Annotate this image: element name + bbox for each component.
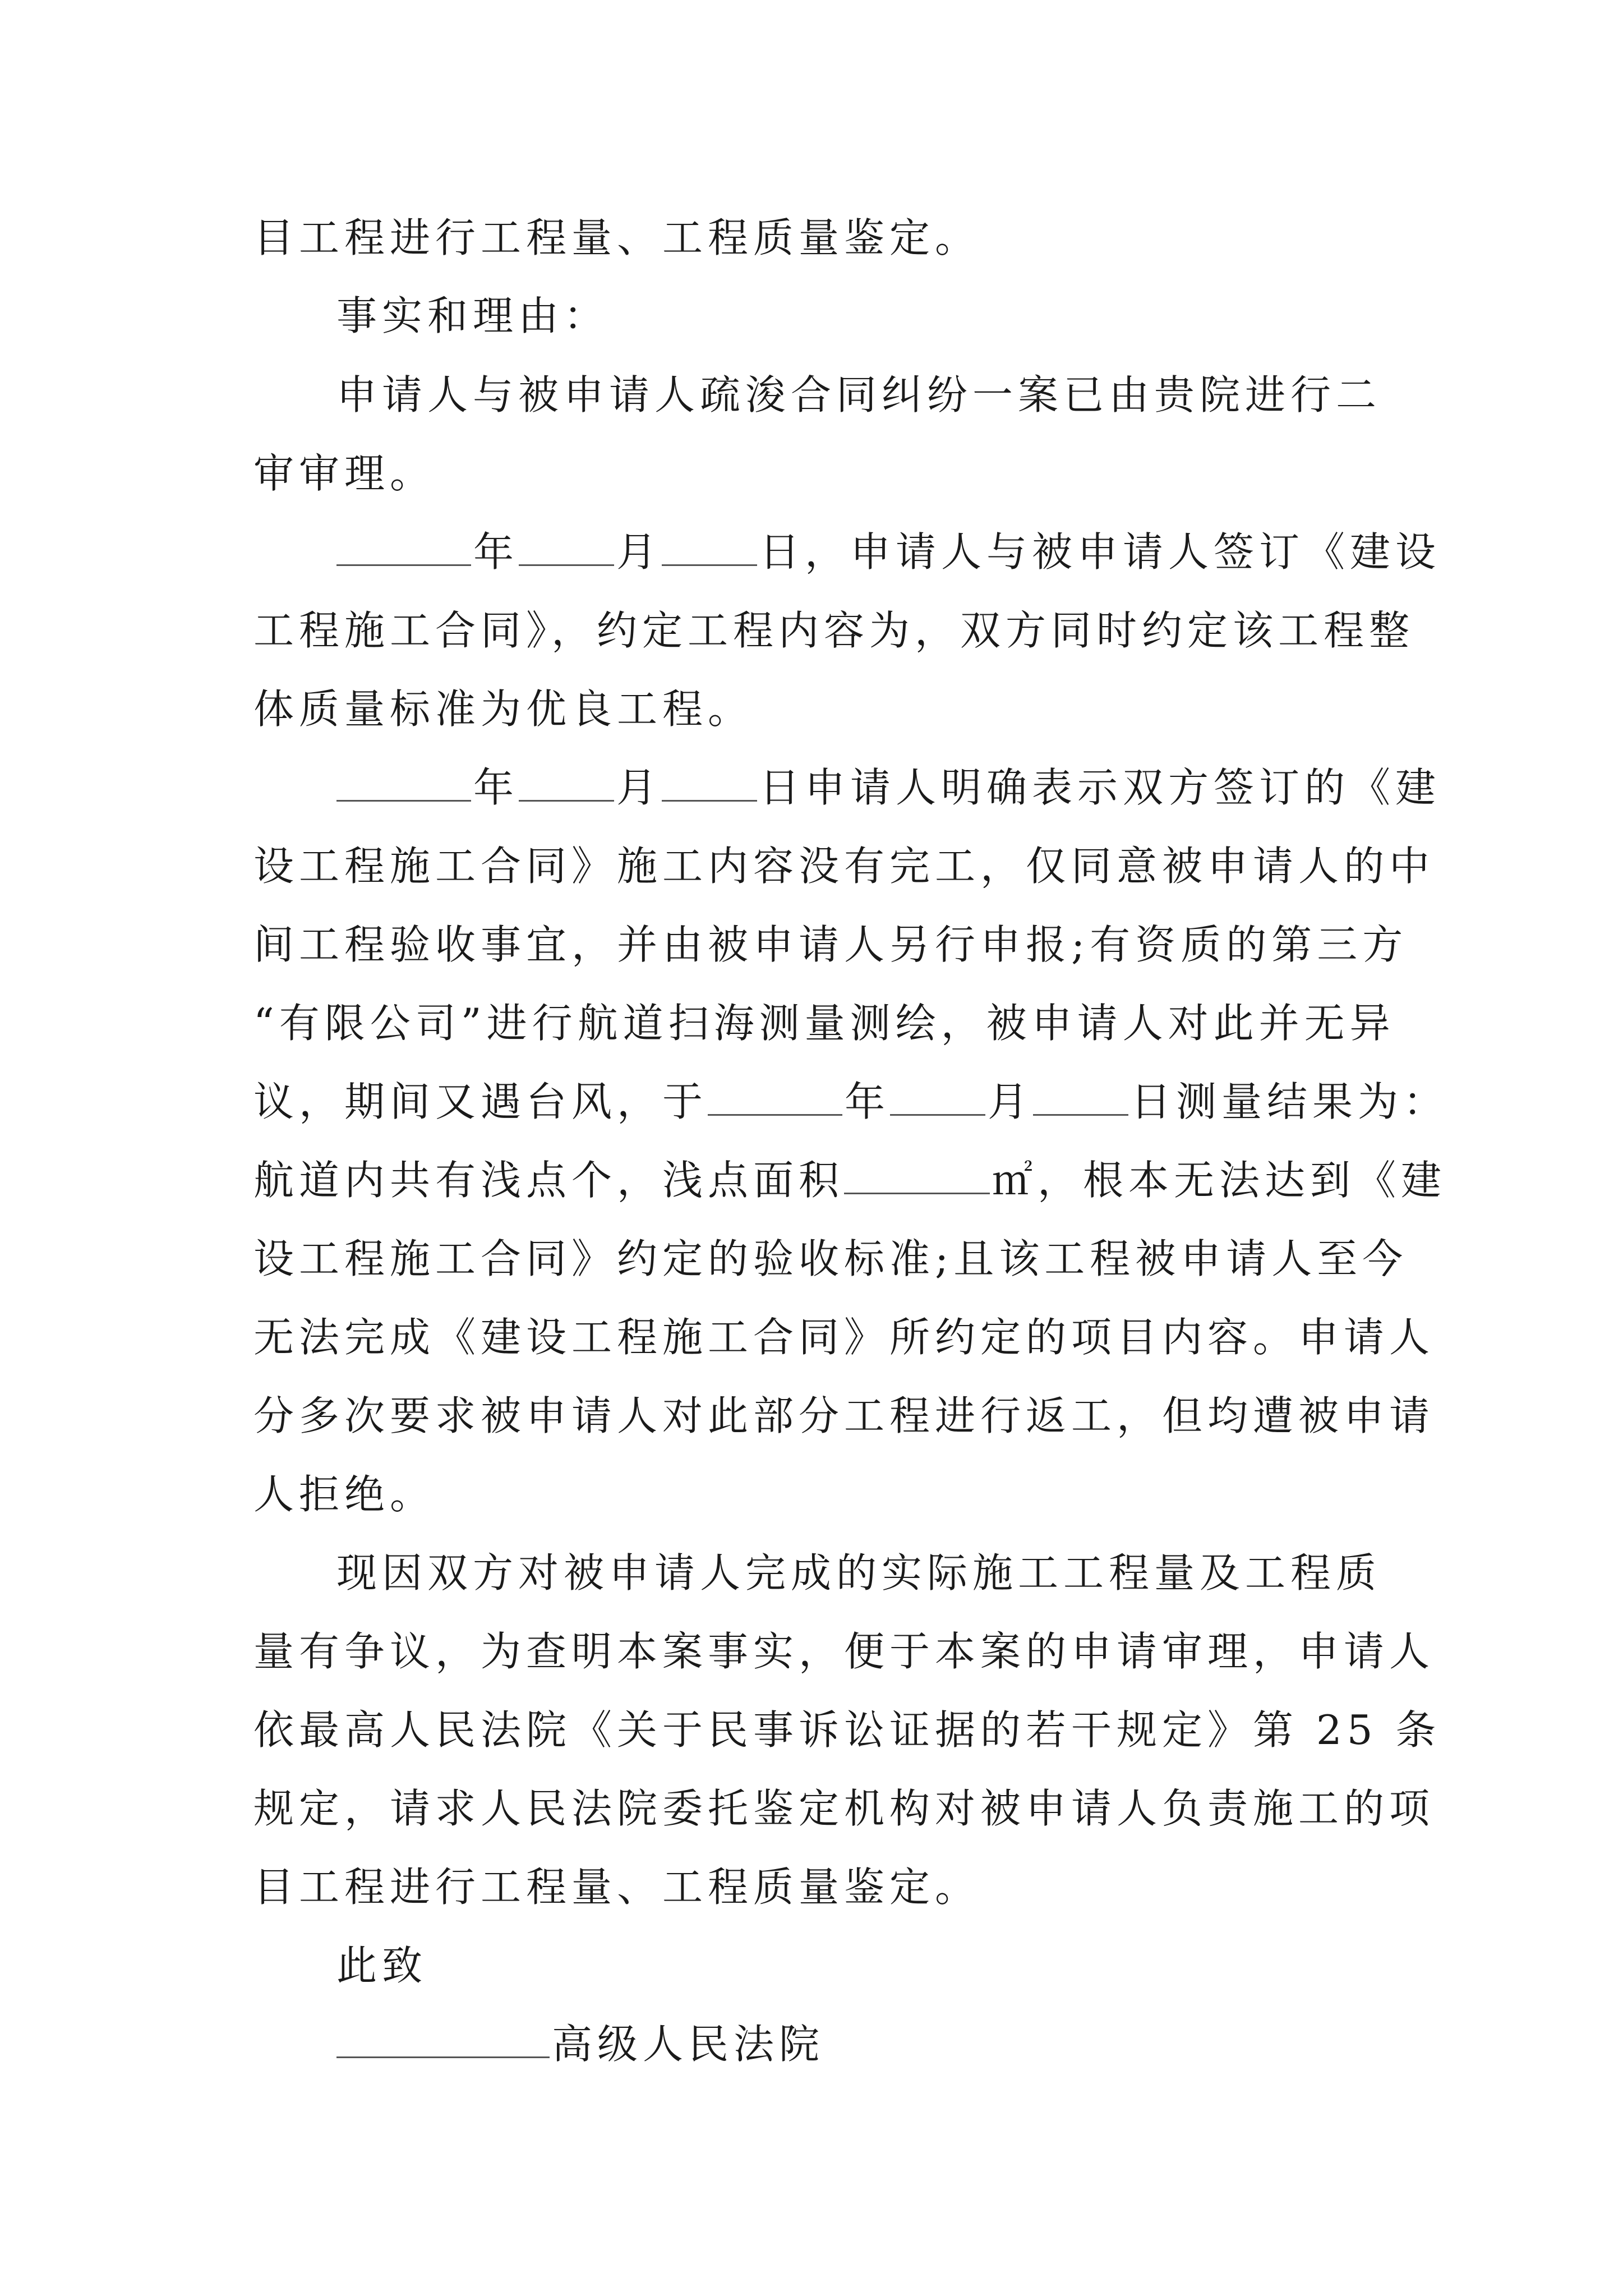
line-text: 分多次要求被申请人对此部分工程进行返工，但均遭被申请 xyxy=(253,1392,1435,1439)
line-text: 日申请人明确表示双方签订的《建 xyxy=(759,764,1441,811)
line-text: 月 xyxy=(616,764,662,811)
line-text: 高级人民法院 xyxy=(552,2021,825,2068)
line-text: 目工程进行工程量、工程质量鉴定。 xyxy=(253,1864,981,1911)
text-line xyxy=(253,1314,1435,1361)
line-text: 月 xyxy=(616,528,662,576)
blank-field xyxy=(336,532,471,566)
blank-field xyxy=(519,767,614,802)
text-line xyxy=(336,528,1441,576)
line-text: 规定，请求人民法院委托鉴定机构对被申请人负责施工的项 xyxy=(253,1785,1435,1832)
blank-field xyxy=(336,767,471,802)
line-text: ㎡，根本无法达到《建 xyxy=(992,1157,1447,1204)
blank-field xyxy=(890,1082,985,1116)
line-text: 体质量标准为优良工程。 xyxy=(253,685,754,733)
text-line xyxy=(253,1628,1435,1675)
line-text: 日，申请人与被申请人签订《建设 xyxy=(759,528,1441,576)
text-line xyxy=(253,1157,1447,1204)
line-text: 月 xyxy=(988,1078,1034,1125)
text-line xyxy=(253,843,1435,890)
blank-field xyxy=(519,532,614,566)
text-line xyxy=(253,1785,1435,1832)
line-text: 事实和理由： xyxy=(336,292,610,339)
text-line xyxy=(336,1549,1382,1596)
line-text: 设工程施工合同》施工内容没有完工，仅同意被申请人的中 xyxy=(253,843,1435,890)
text-line xyxy=(253,1000,1395,1047)
line-text: 年 xyxy=(473,528,519,576)
text-line xyxy=(253,685,754,733)
addressee-line xyxy=(336,2021,825,2068)
text-line xyxy=(253,1235,1408,1282)
line-text: “有限公司”进行航道扫海测量测绘，被申请人对此并无异 xyxy=(253,1000,1395,1047)
line-text: 日测量结果为： xyxy=(1131,1078,1449,1125)
line-text: 议，期间又遇台风，于 xyxy=(253,1078,708,1125)
blank-field xyxy=(708,1082,842,1116)
blank-field xyxy=(662,532,757,566)
blank-field xyxy=(662,767,757,802)
line-text: 审审理。 xyxy=(253,450,436,497)
text-line xyxy=(253,214,981,261)
line-text: 目工程进行工程量、工程质量鉴定。 xyxy=(253,214,981,261)
line-text: 现因双方对被申请人完成的实际施工工程量及工程质 xyxy=(336,1549,1382,1596)
text-line xyxy=(253,1392,1435,1439)
line-text: 申请人与被申请人疏浚合同纠纷一案已由贵院进行二 xyxy=(336,371,1382,418)
text-line xyxy=(253,1864,981,1911)
text-line xyxy=(253,1078,1449,1125)
line-text: 间工程验收事宜，并由被申请人另行申报;有资质的第三方 xyxy=(253,921,1408,968)
section-heading xyxy=(336,292,610,339)
line-text: 依最高人民法院《关于民事诉讼证据的若干规定》第 25 条 xyxy=(253,1706,1441,1754)
blank-field xyxy=(336,2024,550,2058)
blank-field xyxy=(844,1160,990,1194)
blank-field xyxy=(1033,1082,1128,1116)
line-text: 无法完成《建设工程施工合同》所约定的项目内容。申请人 xyxy=(253,1314,1435,1361)
line-text: 工程施工合同》，约定工程内容为，双方同时约定该工程整 xyxy=(253,607,1415,654)
line-text: 人拒绝。 xyxy=(253,1471,436,1518)
text-line xyxy=(253,607,1415,654)
line-text: 年 xyxy=(473,764,519,811)
closing-salutation xyxy=(336,1942,428,1989)
line-text: 航道内共有浅点个，浅点面积 xyxy=(253,1157,845,1204)
line-text: 年 xyxy=(845,1078,891,1125)
text-line xyxy=(336,764,1441,811)
text-line xyxy=(253,450,436,497)
text-line xyxy=(336,371,1382,418)
text-line xyxy=(253,1706,1441,1754)
line-text: 此致 xyxy=(336,1942,428,1989)
text-line xyxy=(253,921,1408,968)
line-text: 量有争议，为查明本案事实，便于本案的申请审理，申请人 xyxy=(253,1628,1435,1675)
line-text: 设工程施工合同》约定的验收标准;且该工程被申请人至今 xyxy=(253,1235,1408,1282)
text-line xyxy=(253,1471,436,1518)
